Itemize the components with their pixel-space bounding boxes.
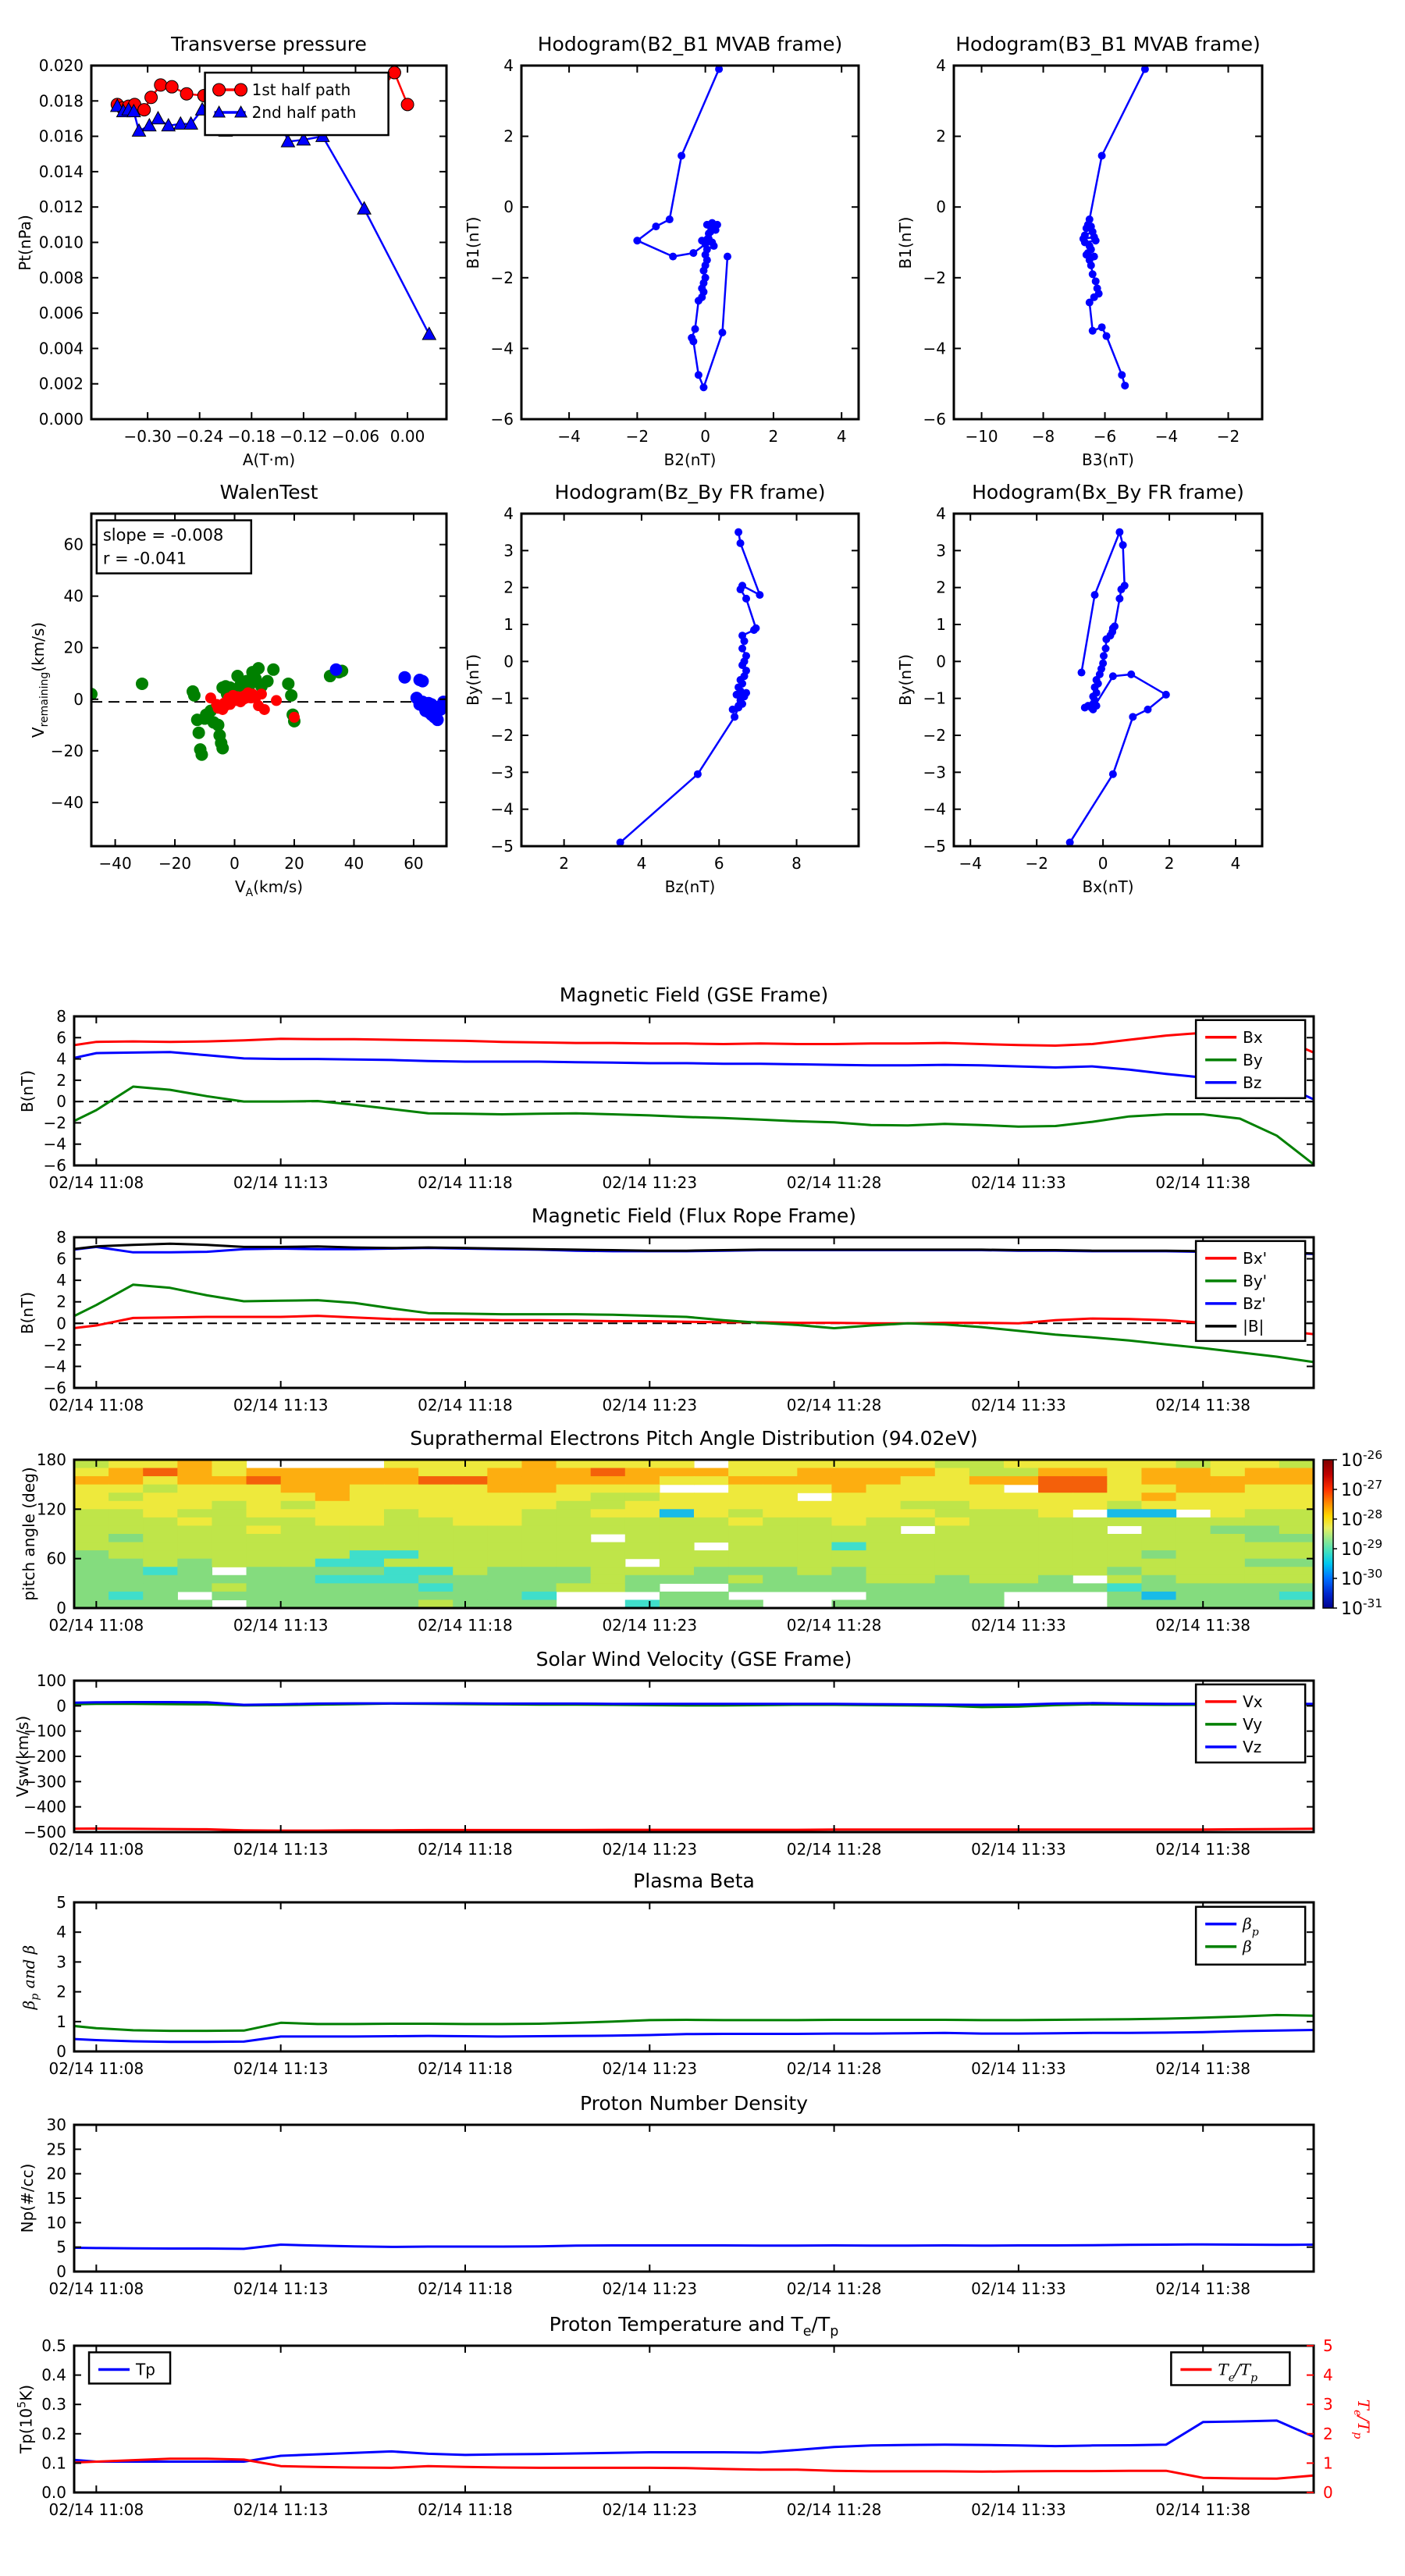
- svg-text:0: 0: [1323, 2483, 1333, 2502]
- svg-text:02/14 11:13: 02/14 11:13: [233, 2059, 329, 2078]
- svg-text:15: 15: [46, 2189, 66, 2208]
- svg-text:−10: −10: [965, 427, 998, 446]
- svg-text:2: 2: [936, 578, 946, 597]
- svg-text:0.010: 0.010: [38, 233, 84, 252]
- electron-pad-ylabel: pitch angle (deg): [20, 1467, 38, 1601]
- svg-text:02/14 11:23: 02/14 11:23: [602, 2059, 698, 2078]
- svg-text:0.000: 0.000: [38, 410, 84, 429]
- walen-test-title: WalenTest: [219, 481, 318, 503]
- svg-text:02/14 11:38: 02/14 11:38: [1155, 2279, 1251, 2298]
- svg-text:02/14 11:23: 02/14 11:23: [602, 2279, 698, 2298]
- svg-text:−2: −2: [923, 726, 946, 745]
- svg-text:10-31: $10^{-31}$: [1341, 1596, 1383, 1619]
- svg-text:4: 4: [1323, 2365, 1333, 2385]
- svg-text:−6: −6: [1093, 427, 1117, 446]
- svg-text:02/14 11:38: 02/14 11:38: [1155, 1396, 1251, 1414]
- electron-pad-plot-area: [74, 1460, 1314, 1609]
- hodogram-b2-b1-ylabel: B1(nT): [464, 216, 482, 269]
- panel-hodogram-b2-b1: [491, 56, 859, 446]
- hodogram-bx-by-xlabel: Bx(nT): [1082, 877, 1134, 896]
- hodogram-b2-b1-title: Hodogram(B2_B1 MVAB frame): [537, 33, 843, 55]
- svg-text:2: 2: [768, 427, 779, 446]
- svg-text:−4: −4: [923, 799, 946, 819]
- svg-text:40: 40: [343, 854, 365, 873]
- svg-text:8: 8: [56, 1007, 66, 1026]
- svg-text:slope = -0.008: slope = -0.008: [102, 525, 224, 545]
- svg-text:02/14 11:28: 02/14 11:28: [786, 2500, 882, 2519]
- svg-text:4: 4: [56, 1271, 66, 1290]
- svg-text:0: 0: [56, 2262, 66, 2281]
- svg-text:3: 3: [56, 1952, 66, 1972]
- svg-text:0.016: 0.016: [38, 126, 84, 146]
- solar-wind-velocity-series-vz: [59, 1703, 1314, 1706]
- svg-text:4: 4: [1230, 854, 1241, 873]
- svg-text:10-27: $10^{-27}$: [1341, 1478, 1383, 1500]
- svg-text:0.0: 0.0: [41, 2483, 66, 2502]
- svg-text:2: 2: [56, 1070, 66, 1090]
- transverse-pressure-xlabel: A(T·m): [242, 450, 296, 469]
- magnetic-field-gse-title: Magnetic Field (GSE Frame): [559, 984, 829, 1006]
- svg-text:4: 4: [56, 1049, 66, 1069]
- svg-text:4: 4: [936, 56, 946, 75]
- svg-text:25: 25: [46, 2140, 66, 2159]
- svg-text:−2: −2: [43, 1113, 66, 1133]
- svg-text:−4: −4: [490, 339, 514, 358]
- svg-text:02/14 11:28: 02/14 11:28: [786, 1396, 882, 1414]
- svg-text:0.004: 0.004: [38, 339, 84, 358]
- walen-test-ylabel: $V_{remaining}(km/s)$: [29, 621, 51, 738]
- svg-text:10-29: $10^{-29}$: [1341, 1537, 1383, 1560]
- plasma-beta-legend: [1196, 1907, 1305, 1965]
- svg-text:−2: −2: [490, 726, 514, 745]
- svg-text:02/14 11:18: 02/14 11:18: [418, 2500, 513, 2519]
- hodogram-b2-b1-plot-area: [633, 66, 731, 392]
- hodogram-bz-by-series-bz-by-path: [617, 528, 764, 847]
- svg-text:0.2: 0.2: [41, 2424, 66, 2443]
- svg-text:1: 1: [936, 615, 946, 634]
- svg-text:βp: $\beta_p$: [1243, 1914, 1259, 1939]
- svg-text:−0.18: −0.18: [227, 427, 276, 446]
- solar-wind-velocity-plot-area: [59, 1703, 1314, 1831]
- svg-text:60: 60: [63, 535, 84, 554]
- svg-text:4: 4: [503, 504, 514, 523]
- svg-text:−40: −40: [50, 792, 84, 812]
- svg-text:10-30: $10^{-30}$: [1341, 1567, 1383, 1589]
- plasma-beta-plot-area: [59, 2015, 1314, 2041]
- svg-text:20: 20: [46, 2164, 66, 2183]
- proton-temperature-title: Proton Temperature and $T_e/T_p$: [549, 2313, 839, 2339]
- proton-temperature-legend-1: [1171, 2352, 1289, 2385]
- svg-text:Vz: Vz: [1243, 1737, 1262, 1756]
- hodogram-bx-by-series-bx-by-path: [1066, 528, 1170, 847]
- svg-text:3: 3: [503, 541, 514, 560]
- hodogram-bx-by-ylabel: By(nT): [896, 653, 915, 706]
- svg-text:60: 60: [404, 854, 424, 873]
- svg-text:3: 3: [1323, 2395, 1333, 2414]
- svg-text:2: 2: [936, 126, 946, 146]
- svg-text:0: 0: [56, 2042, 66, 2061]
- svg-text:−300: −300: [23, 1772, 66, 1791]
- hodogram-b2-b1-xlabel: B2(nT): [663, 450, 717, 469]
- hodogram-bx-by-title: Hodogram(Bx_By FR frame): [972, 481, 1244, 503]
- svg-text:8: 8: [791, 854, 802, 873]
- svg-text:2nd half path: 2nd half path: [251, 103, 357, 123]
- svg-text:−6: −6: [923, 410, 946, 429]
- svg-text:−0.30: −0.30: [123, 427, 172, 446]
- panel-hodogram-bz-by: [491, 504, 859, 873]
- transverse-pressure-legend: [205, 73, 389, 135]
- svg-text:8: 8: [56, 1228, 66, 1247]
- svg-text:2: 2: [503, 578, 514, 597]
- svg-text:4: 4: [836, 427, 847, 446]
- solar-wind-velocity-legend: [1196, 1685, 1305, 1763]
- svg-text:02/14 11:23: 02/14 11:23: [602, 2500, 698, 2519]
- svg-text:02/14 11:38: 02/14 11:38: [1155, 1616, 1251, 1635]
- svg-text:−3: −3: [490, 763, 514, 782]
- svg-text:6: 6: [56, 1028, 66, 1048]
- svg-text:0: 0: [56, 1314, 66, 1333]
- transverse-pressure-title: Transverse pressure: [171, 33, 367, 55]
- svg-text:0.3: 0.3: [41, 2395, 66, 2414]
- svg-text:1: 1: [503, 615, 514, 634]
- electron-pad-title: Suprathermal Electrons Pitch Angle Distribution (94.02eV): [410, 1427, 978, 1450]
- hodogram-b3-b1-series-b3-b1-path: [1080, 66, 1149, 390]
- svg-text:6: 6: [713, 854, 724, 873]
- svg-text:0.00: 0.00: [389, 427, 425, 446]
- walen-test-series-inbound: [330, 664, 452, 726]
- svg-text:0.012: 0.012: [38, 197, 84, 217]
- svg-text:5: 5: [56, 1893, 66, 1912]
- svg-text:1st half path: 1st half path: [251, 80, 351, 100]
- svg-text:02/14 11:33: 02/14 11:33: [971, 1396, 1066, 1414]
- svg-text:0: 0: [1097, 854, 1108, 873]
- svg-text:−40: −40: [98, 854, 132, 873]
- svg-text:−4: −4: [557, 427, 581, 446]
- te-tp-right-ylabel: $T_e/T_p$: [1351, 2399, 1373, 2439]
- svg-text:02/14 11:28: 02/14 11:28: [786, 1840, 882, 1859]
- solar-wind-velocity-title: Solar Wind Velocity (GSE Frame): [535, 1648, 852, 1670]
- hodogram-bz-by-title: Hodogram(Bz_By FR frame): [554, 481, 826, 503]
- panel-solar-wind-velocity: [23, 1671, 1314, 1859]
- plasma-beta-ylabel: $\beta_p$ and β: [20, 1944, 41, 2009]
- svg-text:0: 0: [503, 652, 514, 671]
- svg-text:180: 180: [36, 1450, 66, 1469]
- panel-plasma-beta: [49, 1893, 1314, 2078]
- svg-text:02/14 11:23: 02/14 11:23: [602, 1616, 698, 1635]
- svg-text:0.018: 0.018: [38, 91, 84, 111]
- magnetic-field-gse-series-bz: [59, 1052, 1314, 1100]
- svg-text:02/14 11:13: 02/14 11:13: [233, 1840, 329, 1859]
- hodogram-b3-b1-title: Hodogram(B3_B1 MVAB frame): [955, 33, 1261, 55]
- svg-text:−8: −8: [1031, 427, 1055, 446]
- svg-text:02/14 11:13: 02/14 11:13: [233, 1616, 329, 1635]
- svg-text:−20: −20: [50, 741, 84, 760]
- svg-text:02/14 11:38: 02/14 11:38: [1155, 1173, 1251, 1192]
- svg-text:−200: −200: [23, 1747, 66, 1766]
- svg-text:02/14 11:28: 02/14 11:28: [786, 1173, 882, 1192]
- svg-text:4: 4: [56, 1923, 66, 1942]
- svg-text:−100: −100: [23, 1721, 66, 1741]
- svg-text:−4: −4: [490, 799, 514, 819]
- svg-text:02/14 11:23: 02/14 11:23: [602, 1173, 698, 1192]
- svg-text:Tp: Tp: [136, 2360, 155, 2379]
- walen-test-plot-area: [85, 662, 451, 761]
- svg-text:5: 5: [56, 2237, 66, 2257]
- svg-text:−5: −5: [490, 837, 514, 856]
- svg-text:0: 0: [56, 1599, 66, 1617]
- svg-text:2: 2: [559, 854, 569, 873]
- transverse-pressure-ylabel: Pt(nPa): [16, 214, 34, 271]
- svg-text:−6: −6: [43, 1156, 66, 1175]
- svg-text:02/14 11:33: 02/14 11:33: [971, 2059, 1066, 2078]
- svg-text:02/14 11:18: 02/14 11:18: [418, 1840, 513, 1859]
- panel-transverse-pressure: [39, 56, 446, 446]
- svg-text:02/14 11:18: 02/14 11:18: [418, 1396, 513, 1414]
- svg-text:20: 20: [63, 638, 84, 657]
- svg-text:02/14 11:33: 02/14 11:33: [971, 1840, 1066, 1859]
- svg-text:30: 30: [46, 2115, 66, 2134]
- panel-hodogram-b3-b1: [923, 56, 1262, 446]
- svg-text:02/14 11:08: 02/14 11:08: [48, 2500, 144, 2519]
- svg-text:0.006: 0.006: [38, 304, 84, 323]
- proton-temperature-legend: [89, 2352, 170, 2383]
- hodogram-b3-b1-plot-area: [1080, 66, 1149, 390]
- svg-text:3: 3: [936, 541, 946, 560]
- svg-text:02/14 11:38: 02/14 11:38: [1155, 2059, 1251, 2078]
- svg-text:02/14 11:38: 02/14 11:38: [1155, 2500, 1251, 2519]
- svg-text:2: 2: [1164, 854, 1175, 873]
- svg-text:60: 60: [46, 1549, 66, 1568]
- svg-text:02/14 11:28: 02/14 11:28: [786, 2059, 882, 2078]
- svg-text:0.5: 0.5: [41, 2336, 66, 2355]
- proton-density-ylabel: Np(#/cc): [18, 2163, 37, 2233]
- svg-text:−4: −4: [923, 339, 946, 358]
- svg-text:1: 1: [1323, 2453, 1333, 2473]
- svg-text:4: 4: [936, 504, 946, 523]
- panel-magnetic-field-fr: [44, 1228, 1314, 1414]
- svg-text:02/14 11:13: 02/14 11:13: [233, 1396, 329, 1414]
- svg-text:−2: −2: [625, 427, 649, 446]
- panel-proton-temperature: [41, 2336, 1333, 2519]
- svg-text:−1: −1: [923, 688, 946, 708]
- plasma-beta-series-beta: [59, 2015, 1314, 2030]
- svg-text:−500: −500: [23, 1823, 66, 1841]
- proton-temperature-ylabel: $Tp(10^5K)$: [16, 2384, 36, 2454]
- panel-hodogram-bx-by: [923, 504, 1262, 873]
- svg-text:β: β: [1243, 1937, 1252, 1956]
- hodogram-b2-b1-series-b2-b1-path: [633, 66, 731, 392]
- magnetic-field-gse-series-by: [59, 1087, 1314, 1165]
- svg-text:Bx: Bx: [1243, 1027, 1263, 1047]
- svg-text:2: 2: [56, 1292, 66, 1311]
- svg-text:−0.24: −0.24: [176, 427, 224, 446]
- svg-text:−4: −4: [43, 1357, 66, 1376]
- panel-electron-pad: [37, 1448, 1382, 1635]
- proton-density-series-np: [59, 2244, 1314, 2249]
- svg-text:0.1: 0.1: [41, 2453, 66, 2473]
- svg-text:−5: −5: [923, 837, 946, 856]
- svg-text:5: 5: [1323, 2336, 1333, 2355]
- svg-text:By: By: [1243, 1050, 1263, 1069]
- svg-text:02/14 11:13: 02/14 11:13: [233, 1173, 329, 1192]
- svg-text:6: 6: [56, 1249, 66, 1268]
- svg-text:2: 2: [1323, 2424, 1333, 2443]
- svg-text:−0.06: −0.06: [331, 427, 380, 446]
- svg-text:40: 40: [63, 586, 84, 606]
- svg-text:20: 20: [284, 854, 304, 873]
- svg-text:02/14 11:28: 02/14 11:28: [786, 2279, 882, 2298]
- svg-text:By': By': [1243, 1271, 1268, 1290]
- svg-text:0: 0: [56, 1696, 66, 1716]
- svg-text:−4: −4: [1154, 427, 1179, 446]
- svg-text:02/14 11:33: 02/14 11:33: [971, 2500, 1066, 2519]
- svg-text:02/14 11:08: 02/14 11:08: [48, 1616, 144, 1635]
- svg-text:0.002: 0.002: [38, 374, 84, 393]
- magnetic-field-gse-legend: [1196, 1020, 1305, 1098]
- svg-text:Bz: Bz: [1243, 1073, 1262, 1092]
- svg-text:02/14 11:18: 02/14 11:18: [418, 2279, 513, 2298]
- panel-walen-test: [51, 514, 451, 873]
- svg-text:−6: −6: [43, 1379, 66, 1397]
- svg-text:10-26: $10^{-26}$: [1341, 1448, 1383, 1471]
- proton-temperature-series-tp: [59, 2421, 1314, 2462]
- svg-text:02/14 11:28: 02/14 11:28: [786, 1616, 882, 1635]
- proton-density-plot-area: [59, 2244, 1314, 2249]
- svg-text:−2: −2: [43, 1335, 66, 1354]
- svg-text:0.4: 0.4: [41, 2365, 66, 2385]
- svg-text:02/14 11:18: 02/14 11:18: [418, 1173, 513, 1192]
- panel-proton-density: [47, 2115, 1314, 2298]
- svg-text:−0.12: −0.12: [279, 427, 328, 446]
- magnetic-field-fr-series-bx-: [59, 1316, 1314, 1335]
- svg-text:0: 0: [229, 854, 240, 873]
- proton-temperature-plot-area: [59, 2421, 1314, 2478]
- svg-text:−4: −4: [43, 1134, 66, 1154]
- magnetic-field-gse-plot-area: [59, 1033, 1314, 1165]
- electron-pad-colorbar: [1323, 1448, 1382, 1619]
- svg-text:02/14 11:33: 02/14 11:33: [971, 1173, 1066, 1192]
- magnetic-field-gse-series-bx: [59, 1033, 1314, 1052]
- svg-text:02/14 11:13: 02/14 11:13: [233, 2279, 329, 2298]
- svg-text:0: 0: [936, 652, 946, 671]
- svg-text:10-28: $10^{-28}$: [1341, 1507, 1383, 1530]
- proton-density-title: Proton Number Density: [580, 2092, 808, 2115]
- svg-text:Bx': Bx': [1243, 1248, 1268, 1268]
- svg-text:0.014: 0.014: [38, 162, 84, 181]
- svg-text:Bz': Bz': [1243, 1293, 1266, 1313]
- svg-text:−20: −20: [158, 854, 192, 873]
- svg-text:−1: −1: [490, 688, 514, 708]
- svg-text:02/14 11:23: 02/14 11:23: [602, 1396, 698, 1414]
- svg-text:02/14 11:38: 02/14 11:38: [1155, 1840, 1251, 1859]
- svg-text:0: 0: [700, 427, 711, 446]
- svg-text:|B|: |B|: [1243, 1316, 1264, 1336]
- svg-text:0: 0: [936, 197, 946, 217]
- svg-text:−2: −2: [1025, 854, 1048, 873]
- magnetic-field-fr-title: Magnetic Field (Flux Rope Frame): [531, 1204, 857, 1227]
- hodogram-b3-b1-ylabel: B1(nT): [896, 216, 915, 269]
- svg-text:02/14 11:08: 02/14 11:08: [48, 1840, 144, 1859]
- svg-text:−6: −6: [490, 410, 514, 429]
- svg-text:02/14 11:18: 02/14 11:18: [418, 1616, 513, 1635]
- solar-wind-velocity-ylabel: Vsw(km/s): [13, 1715, 32, 1798]
- svg-text:0.020: 0.020: [38, 56, 84, 75]
- walen-test-xlabel: $V_A(km/s)$: [234, 877, 304, 899]
- svg-text:100: 100: [36, 1671, 66, 1690]
- svg-text:02/14 11:33: 02/14 11:33: [971, 1616, 1066, 1635]
- svg-text:02/14 11:08: 02/14 11:08: [48, 1173, 144, 1192]
- svg-text:0: 0: [73, 689, 84, 709]
- magnetic-field-fr-ylabel: B(nT): [18, 1291, 37, 1334]
- svg-text:02/14 11:23: 02/14 11:23: [602, 1840, 698, 1859]
- svg-text:2: 2: [503, 126, 514, 146]
- hodogram-bx-by-plot-area: [1066, 528, 1170, 847]
- svg-text:4: 4: [503, 56, 514, 75]
- svg-text:2: 2: [56, 1982, 66, 2001]
- svg-text:0: 0: [56, 1092, 66, 1112]
- magnetic-field-fr-legend: [1196, 1241, 1305, 1341]
- svg-text:−400: −400: [23, 1797, 66, 1816]
- svg-text:−2: −2: [1216, 427, 1240, 446]
- svg-text:1: 1: [56, 2012, 66, 2031]
- solar-wind-velocity-series-vx: [59, 1829, 1314, 1831]
- svg-text:Vx: Vx: [1243, 1692, 1263, 1711]
- panel-magnetic-field-gse: [44, 1007, 1314, 1192]
- svg-text:120: 120: [36, 1500, 66, 1519]
- svg-text:−4: −4: [959, 854, 982, 873]
- svg-text:Te/Tp: $T_e/T_p$: [1218, 2360, 1258, 2385]
- svg-text:0: 0: [503, 197, 514, 217]
- svg-text:02/14 11:33: 02/14 11:33: [971, 2279, 1066, 2298]
- svg-text:02/14 11:08: 02/14 11:08: [48, 2059, 144, 2078]
- svg-text:4: 4: [636, 854, 647, 873]
- svg-text:0.008: 0.008: [38, 268, 84, 287]
- plasma-beta-series-beta-p: [59, 2030, 1314, 2042]
- svg-text:−3: −3: [923, 763, 946, 782]
- svg-text:−2: −2: [490, 268, 514, 287]
- hodogram-bz-by-ylabel: By(nT): [464, 653, 482, 706]
- svg-text:10: 10: [46, 2213, 66, 2233]
- svg-text:−2: −2: [923, 268, 946, 287]
- hodogram-bz-by-xlabel: Bz(nT): [664, 877, 716, 896]
- hodogram-b3-b1-xlabel: B3(nT): [1082, 450, 1134, 469]
- svg-text:02/14 11:18: 02/14 11:18: [418, 2059, 513, 2078]
- svg-text:r = -0.041: r = -0.041: [102, 549, 187, 568]
- svg-text:02/14 11:08: 02/14 11:08: [48, 1396, 144, 1414]
- svg-text:Vy: Vy: [1243, 1714, 1263, 1734]
- walen-test-stats-note: [97, 521, 251, 574]
- hodogram-bz-by-plot-area: [617, 528, 764, 847]
- magnetic-field-gse-ylabel: B(nT): [18, 1069, 37, 1112]
- plasma-beta-title: Plasma Beta: [633, 1870, 755, 1892]
- magnetic-field-fr-plot-area: [59, 1244, 1314, 1362]
- svg-text:02/14 11:08: 02/14 11:08: [48, 2279, 144, 2298]
- svg-text:02/14 11:13: 02/14 11:13: [233, 2500, 329, 2519]
